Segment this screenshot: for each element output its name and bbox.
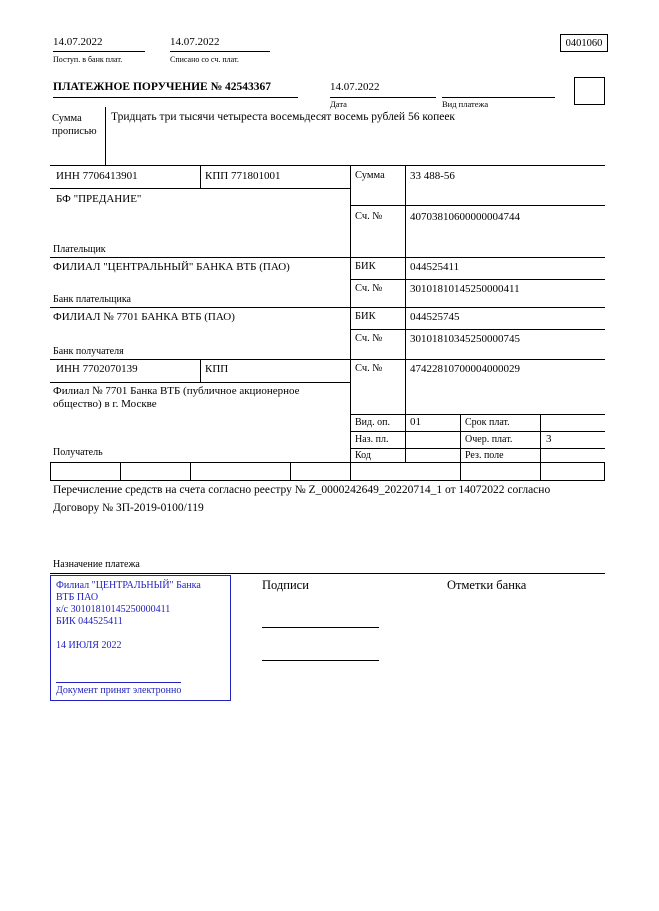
table-line [460, 414, 461, 462]
table-line [540, 414, 541, 462]
form-code-box [560, 34, 608, 52]
sum-label: Сумма [355, 170, 385, 181]
amount-words-label: прописью [52, 126, 97, 137]
table-line [50, 307, 605, 308]
payer-account: 40703810600000004744 [410, 211, 520, 223]
table-line [50, 165, 605, 166]
payer-kpp: КПП 771801001 [205, 170, 281, 182]
amount-words-label: Сумма [52, 113, 82, 124]
table-line [200, 359, 201, 382]
payee-name: Филиал № 7701 Банка ВТБ (публичное акционерное общество) в г. Москве [53, 385, 300, 410]
table-line [442, 97, 555, 98]
table-line [105, 107, 106, 165]
stamp-corr-account: к/с 30101810145250000411 [56, 604, 171, 615]
payee-bank-account: 30101810345250000745 [410, 333, 520, 345]
table-line [350, 165, 351, 462]
payer-bank-section-label: Банк плательщика [53, 294, 131, 305]
table-line [405, 165, 406, 462]
sum-value: 33 488-56 [410, 170, 455, 182]
payer-bank-account: 30101810145250000411 [410, 283, 520, 295]
table-line [50, 573, 605, 574]
table-line [350, 205, 605, 206]
payer-bank-bik: 044525411 [410, 261, 460, 273]
date-received-in-bank: 14.07.2022 [53, 36, 103, 48]
signature-line [262, 627, 379, 628]
status-box [574, 77, 605, 105]
table-line [120, 462, 121, 480]
payee-kpp-label: КПП [205, 363, 229, 375]
table-line [50, 462, 51, 480]
stamp-date: 14 ИЮЛЯ 2022 [56, 640, 122, 651]
payer-inn: ИНН 7706413901 [56, 170, 138, 182]
payment-kind-label: Вид платежа [442, 99, 489, 109]
table-line [350, 462, 351, 480]
payee-bank-section-label: Банк получателя [53, 346, 124, 357]
table-line [350, 448, 605, 449]
payee-bank-bik-label: БИК [355, 311, 376, 322]
debited-label: Списано со сч. плат. [170, 55, 239, 64]
payee-bank-account-label: Сч. № [355, 333, 383, 344]
bank-stamp [50, 575, 231, 701]
signatures-heading: Подписи [262, 578, 309, 592]
table-line [460, 462, 461, 480]
payment-purpose-text: Перечисление средств на счета согласно реестру № Z_0000242649_20220714_1 от 14072022 согласно Договору № ЗП-2019-0100/119 [53, 484, 551, 514]
table-line [540, 462, 541, 480]
payer-section-label: Плательщик [53, 244, 106, 255]
vid-op-label: Вид. оп. [355, 417, 390, 428]
document-date: 14.07.2022 [330, 81, 380, 93]
payee-bank-bik: 044525745 [410, 311, 460, 323]
bank-marks-heading: Отметки банка [447, 578, 527, 592]
ocher-plat-label: Очер. плат. [465, 434, 513, 445]
stamp-bik: БИК 044525411 [56, 616, 123, 627]
signature-line [262, 660, 379, 661]
date-label: Дата [330, 99, 347, 109]
payment-purpose-label: Назначение платежа [53, 559, 140, 570]
ocher-plat-value: 3 [546, 433, 552, 445]
payer-account-label: Сч. № [355, 211, 383, 222]
table-line [350, 329, 605, 330]
table-line [50, 480, 605, 481]
amount-in-words: Тридцать три тысячи четыреста восемьдесят восемь рублей 56 копеек [111, 111, 456, 123]
payer-bank-name: ФИЛИАЛ "ЦЕНТРАЛЬНЫЙ" БАНКА ВТБ (ПАО) [53, 261, 290, 273]
received-label: Поступ. в банк плат. [53, 55, 123, 64]
table-line [53, 97, 298, 98]
payer-bank-bik-label: БИК [355, 261, 376, 272]
table-line [604, 462, 605, 480]
stamp-bank-name-line2: ВТБ ПАО [56, 592, 99, 603]
srok-plat-label: Срок плат. [465, 417, 510, 428]
table-line [330, 97, 436, 98]
document-title: ПЛАТЕЖНОЕ ПОРУЧЕНИЕ № 42543367 [53, 81, 272, 93]
table-line [190, 462, 191, 480]
payee-bank-name: ФИЛИАЛ № 7701 БАНКА ВТБ (ПАО) [53, 311, 235, 323]
table-line [350, 279, 605, 280]
kod-label: Код [355, 450, 371, 461]
table-line [50, 188, 350, 189]
table-line [50, 257, 605, 258]
table-line [170, 51, 270, 52]
vid-op-value: 01 [410, 416, 421, 428]
table-line [50, 462, 605, 463]
rez-pole-label: Рез. поле [465, 450, 504, 461]
table-line [200, 165, 201, 188]
payee-account: 47422810700004000029 [410, 363, 520, 375]
table-line [53, 51, 145, 52]
payee-inn: ИНН 7702070139 [56, 363, 138, 375]
naz-pl-label: Наз. пл. [355, 434, 389, 445]
table-line [50, 382, 350, 383]
date-debited: 14.07.2022 [170, 36, 220, 48]
payee-section-label: Получатель [53, 447, 103, 458]
table-line [350, 414, 605, 415]
payer-bank-account-label: Сч. № [355, 283, 383, 294]
stamp-bank-name-line1: Филиал "ЦЕНТРАЛЬНЫЙ" Банка [56, 580, 201, 591]
payer-name: БФ "ПРЕДАНИЕ" [56, 193, 142, 205]
table-line [290, 462, 291, 480]
form-code: 0401060 [565, 37, 603, 49]
stamp-note: Документ принят электронно [56, 682, 181, 697]
table-line [50, 359, 605, 360]
table-line [350, 431, 605, 432]
payee-account-label: Сч. № [355, 363, 383, 374]
